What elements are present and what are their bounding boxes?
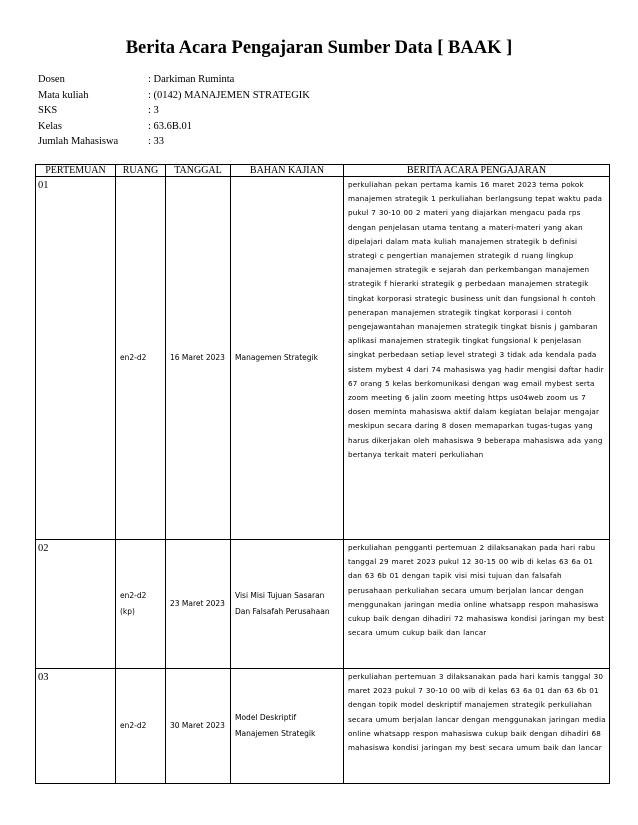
cell-berita-acara xyxy=(344,669,610,784)
info-label: Kelas xyxy=(38,120,62,132)
table-row xyxy=(36,177,610,540)
header-tanggal: TANGGAL xyxy=(166,165,231,177)
cell-pertemuan: 01 xyxy=(36,177,116,540)
header-pertemuan: PERTEMUAN xyxy=(36,165,116,177)
cell-tanggal: 23 Maret 2023 xyxy=(166,540,231,669)
teaching-record-table xyxy=(35,164,610,784)
cell-berita-acara xyxy=(344,177,610,540)
header-berita-acara: BERITA ACARA PENGAJARAN xyxy=(344,165,610,177)
cell-bahan-kajian: Managemen Strategik xyxy=(231,177,344,540)
cell-ruang: en2-d2 xyxy=(116,177,166,540)
cell-berita-acara xyxy=(344,540,610,669)
info-value: : Darkiman Ruminta xyxy=(148,74,235,85)
info-value: : 63.6B.01 xyxy=(148,120,193,132)
cell-bahan-kajian: Model Deskriptif Manajemen Strategik xyxy=(231,669,344,784)
cell-tanggal: 16 Maret 2023 xyxy=(166,177,231,540)
berita-text: perkuliahan pekan pertama kamis 16 maret 2023 tema pokok manajemen strategik 1 perkuliahan berlangsung tepat waktu pada pukul 7 30-10 00 2 materi yang diajarkan mengacu pada rps dengan penjelasan utama tentang a materi-materi yang akan dipelajari dalam mata kuliah manajemen strategik b definisi strategi c pengertian manajemen strategik d ruang lingkup manajemen strategik e sejarah dan perkembangan manajemen strategik f hierarki strategik g perbedaan manajemen strategik tingkat korporasi strategic business unit dan fungsional h contoh penerapan manajemen strategik tingkat korporasi i contoh pengejawantahan manajemen strategik tingkat bisnis j gambaran aplikasi manajemen strategik tingkat fungsional k penjelasan singkat perbedaan setiap level strategi 3 tidak ada kendala pada sistem mybest 4 dari 74 mahasiswa yag hadir mengisi daftar hadir 67 orang 5 kelas berkomunikasi dengan wag email mybest serta zoom meeting 6 jalin zoom meeting https us04web zoom us 7 dosen meminta mahasiswa aktif dalam kegiatan belajar mengajar meskipun secara daring 8 dosen memaparkan tugas-tugas yang harus dikerjakan oleh mahasiswa 9 beberapa mahasiswa ada yang bertanya terkait materi perkuliahan xyxy=(348,180,604,459)
cell-pertemuan: 03 xyxy=(36,669,116,784)
info-value: : 33 xyxy=(148,136,165,147)
header-ruang: RUANG xyxy=(116,165,166,177)
table-row xyxy=(36,669,610,784)
cell-tanggal: 30 Maret 2023 xyxy=(166,669,231,784)
info-label: Jumlah Mahasiswa xyxy=(38,136,119,147)
info-value: : 3 xyxy=(148,105,159,116)
info-value: : (0142) MANAJEMEN STRATEGIK xyxy=(148,89,310,101)
info-label: Dosen xyxy=(38,74,65,85)
berita-text: perkuliahan pertemuan 3 dilaksanakan pada hari kamis tanggal 30 maret 2023 pukul 7 30-10 00 wib di kelas 63 6a 01 dan 63 6b 01 dengan topik model deskriptif manajemen strategik perkuliahan secara umum berjalan lancar dengan menggunakan jaringan media online whatsapp respon mahasiswa cukup baik dengan dihadiri 68 mahasiswa kondisi jaringan my best secara umum baik dan lancar xyxy=(348,672,606,753)
cell-pertemuan: 02 xyxy=(36,540,116,669)
info-label: SKS xyxy=(38,105,58,116)
info-label: Mata kuliah xyxy=(38,89,89,101)
header-bahan-kajian: BAHAN KAJIAN xyxy=(231,165,344,177)
page-title: Berita Acara Pengajaran Sumber Data [ BAAK ] xyxy=(125,38,513,58)
cell-ruang: en2-d2 (kp) xyxy=(116,540,166,669)
cell-bahan-kajian: Visi Misi Tujuan Sasaran Dan Falsafah Perusahaan xyxy=(231,540,344,669)
cell-ruang: en2-d2 xyxy=(116,669,166,784)
table-row xyxy=(36,540,610,669)
table-header-row xyxy=(36,165,610,177)
berita-text: perkuliahan pengganti pertemuan 2 dilaksanakan pada hari rabu tanggal 29 maret 2023 pukul 12 30-15 00 wib di kelas 63 6a 01 dan 63 6b 01 dengan tapik visi misi tujuan dan falsafah perusahaan perkuliahan secara umum berjalan lancar dengan menggunakan jaringan media online whatsapp respon mahasiswa cukup baik dengan dihadiri 72 mahasiswa kondisi jaringan my best secara umum cukup baik dan lancar xyxy=(348,543,605,638)
